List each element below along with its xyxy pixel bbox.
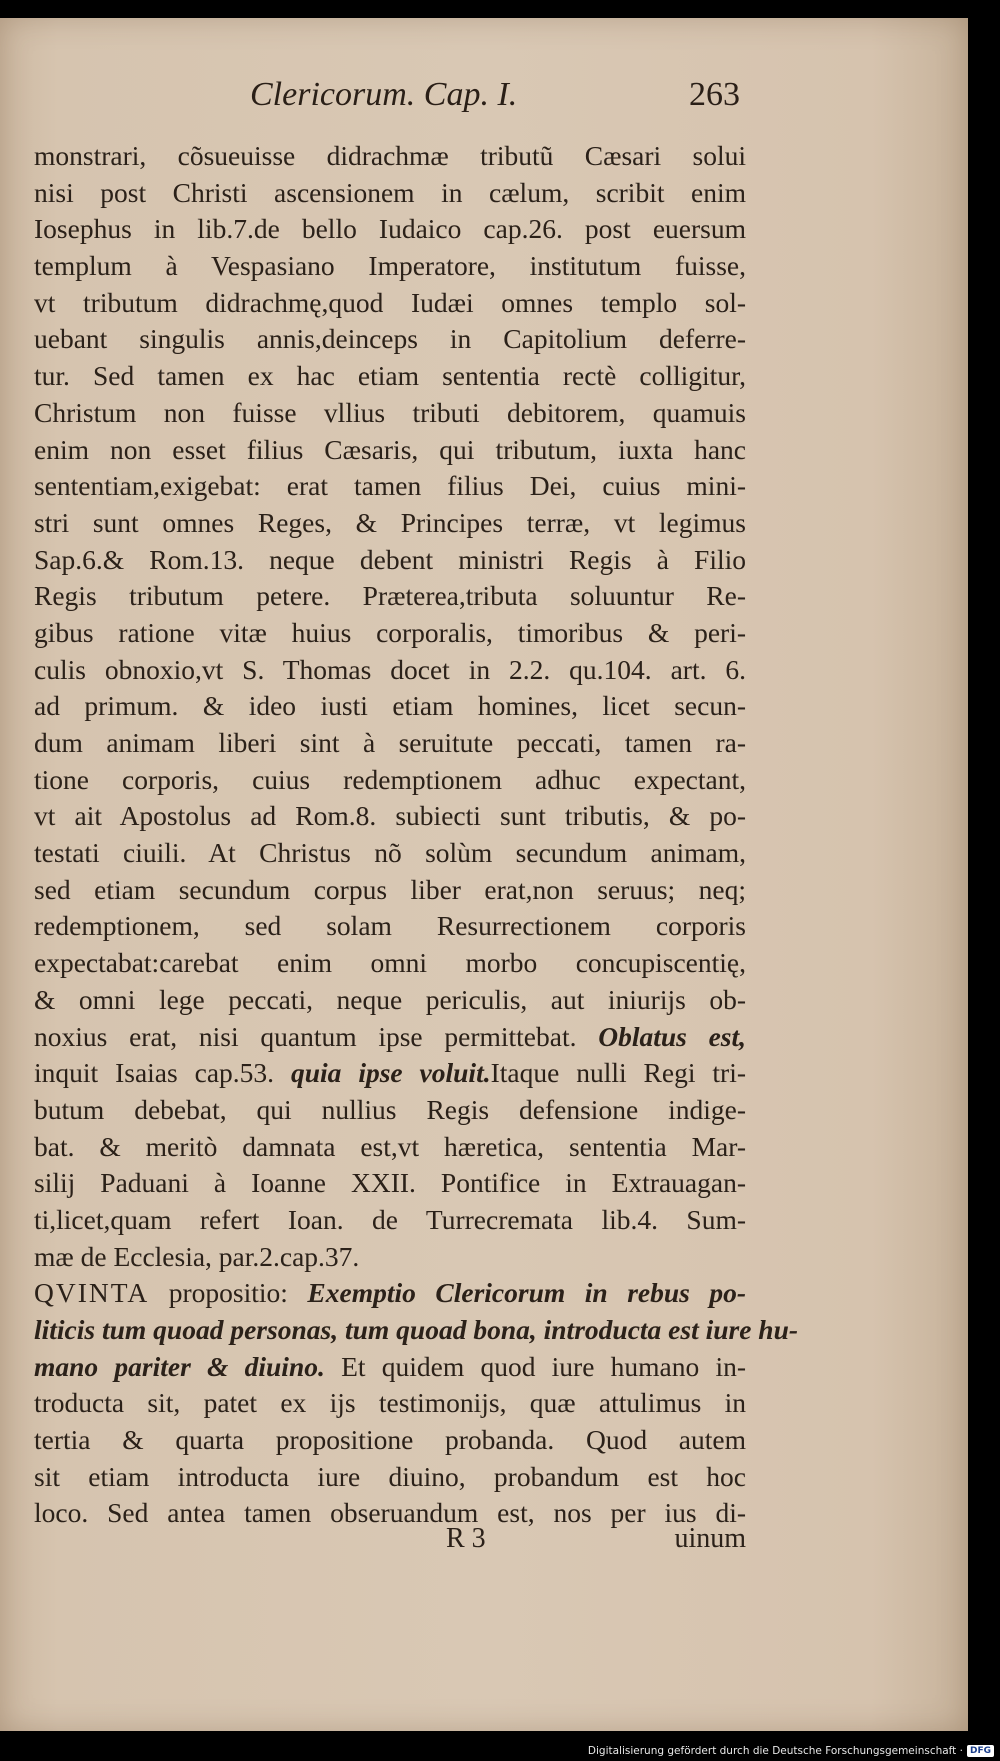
text-line: Christum non fuisse vllius tributi debitorem, quamuis bbox=[34, 396, 746, 428]
italic-quote: quia ipse voluit. bbox=[290, 1057, 491, 1089]
text-line: vt tributum didrachmę,quod Iudæi omnes templo sol- bbox=[34, 286, 746, 318]
italic-thesis: Exemptio Clericorum in rebus po- bbox=[307, 1277, 747, 1309]
text-run: inquit Isaias cap.53. bbox=[34, 1057, 275, 1089]
credit-text: Digitalisierung gefördert durch die Deutsche Forschungsgemeinschaft · bbox=[587, 1745, 963, 1757]
text-line: uebant singulis annis,deinceps in Capitolium deferre- bbox=[34, 323, 746, 355]
text-line: sententiam,exigebat: erat tamen filius Dei, cuius mini- bbox=[34, 470, 746, 502]
digitization-credit bbox=[588, 1745, 994, 1757]
italic-thesis: liticis tum quoad personas, tum quoad bona, introducta est iure hu- bbox=[34, 1314, 799, 1345]
page-header bbox=[250, 76, 740, 126]
text-line: templum à Vespasiano Imperatore, institutum fuisse, bbox=[34, 250, 746, 282]
signature-mark: R 3 bbox=[446, 1523, 486, 1554]
catchword: uinum bbox=[674, 1523, 746, 1554]
text-block bbox=[34, 138, 799, 1532]
text-line: mæ de Ecclesia, par.2.cap.37. bbox=[34, 1240, 360, 1272]
text-line: gibus ratione vitæ huius corporalis, timoribus & peri- bbox=[34, 616, 746, 648]
text-line: expectabat:carebat enim omni morbo concupiscentię, bbox=[34, 947, 746, 979]
text-run: propositio: bbox=[168, 1277, 288, 1309]
text-line bbox=[34, 1019, 746, 1056]
italic-quote: Oblatus est, bbox=[598, 1020, 746, 1052]
text-line: nisi post Christi ascensionem in cælum, scribit enim bbox=[34, 176, 746, 208]
text-line: bat. & meritò damnata est,vt hæretica, sententia Mar- bbox=[34, 1130, 746, 1162]
text-line: tur. Sed tamen ex hac etiam sententia rectè colligitur, bbox=[34, 360, 746, 392]
text-line: troducta sit, patet ex ijs testimonijs, quæ attulimus in bbox=[34, 1387, 746, 1419]
text-line: butum debebat, qui nullius Regis defensione indige- bbox=[34, 1093, 746, 1125]
text-line bbox=[34, 1312, 799, 1349]
italic-thesis: mano pariter & diuino. bbox=[34, 1350, 325, 1382]
text-line: enim non esset filius Cæsaris, qui tributum, iuxta hanc bbox=[34, 433, 746, 465]
text-line: dum animam liberi sint à seruitute peccati, tamen ra- bbox=[34, 727, 746, 758]
page-footer bbox=[34, 1523, 746, 1563]
text-line: Sap.6.& Rom.13. neque debent ministri Regis à Filio bbox=[34, 543, 746, 575]
book-page bbox=[0, 18, 968, 1731]
text-run: Itaque nulli Regi tri- bbox=[490, 1057, 747, 1089]
text-line: Iosephus in lib.7.de bello Iudaico cap.26. post euersum bbox=[34, 213, 746, 245]
text-line: Regis tributum petere. Prætereа,tributa soluuntur Re- bbox=[34, 580, 746, 612]
text-line: ad primum. & ideo iusti etiam homines, licet secun- bbox=[34, 690, 746, 722]
text-line: & omni lege peccati, neque periculis, aut iniurijs ob- bbox=[34, 983, 746, 1015]
page-number: 263 bbox=[689, 76, 740, 113]
text-line: testati ciuili. At Christus nõ solùm secundum animam, bbox=[34, 837, 746, 869]
text-line: culis obnoxio,vt S. Thomas docet in 2.2. qu.104. art. 6. bbox=[34, 653, 746, 685]
text-line bbox=[34, 1275, 746, 1312]
text-line: silij Paduani à Ioanne XXII. Pontifice in Extrauagan- bbox=[34, 1167, 746, 1199]
text-line bbox=[34, 1349, 746, 1386]
dfg-logo: DFG bbox=[967, 1745, 994, 1757]
text-run: Et quidem quod iure humano in- bbox=[341, 1350, 747, 1382]
text-line: loco. Sed antea tamen obseruandum est, nos per ius di- bbox=[34, 1497, 746, 1529]
text-line bbox=[34, 1055, 746, 1092]
section-initial: QVINTA bbox=[34, 1277, 150, 1309]
text-line: tertia & quarta propositione probanda. Quod autem bbox=[34, 1424, 746, 1456]
text-line: vt ait Apostolus ad Rom.8. subiecti sunt tributis, & po- bbox=[34, 800, 746, 832]
text-line: stri sunt omnes Reges, & Principes terræ, vt legimus bbox=[34, 506, 746, 538]
running-title: Clericorum. Cap. I. bbox=[250, 76, 518, 113]
text-line: sed etiam secundum corpus liber erat,non seruus; neq; bbox=[34, 873, 746, 905]
text-line: monstrari, cõsueuisse didrachmæ tributũ Cæsari solui bbox=[34, 140, 746, 171]
text-line: sit etiam introducta iure diuino, probandum est hoc bbox=[34, 1460, 746, 1492]
text-line: redemptionem, sed solam Resurrectionem corporis bbox=[34, 910, 746, 942]
text-line: ti,licet,quam refert Ioan. de Turrecremata lib.4. Sum- bbox=[34, 1203, 746, 1235]
text-run: noxius erat, nisi quantum ipse permittebat. bbox=[34, 1020, 577, 1052]
text-line: tione corporis, cuius redemptionem adhuc expectant, bbox=[34, 763, 746, 795]
